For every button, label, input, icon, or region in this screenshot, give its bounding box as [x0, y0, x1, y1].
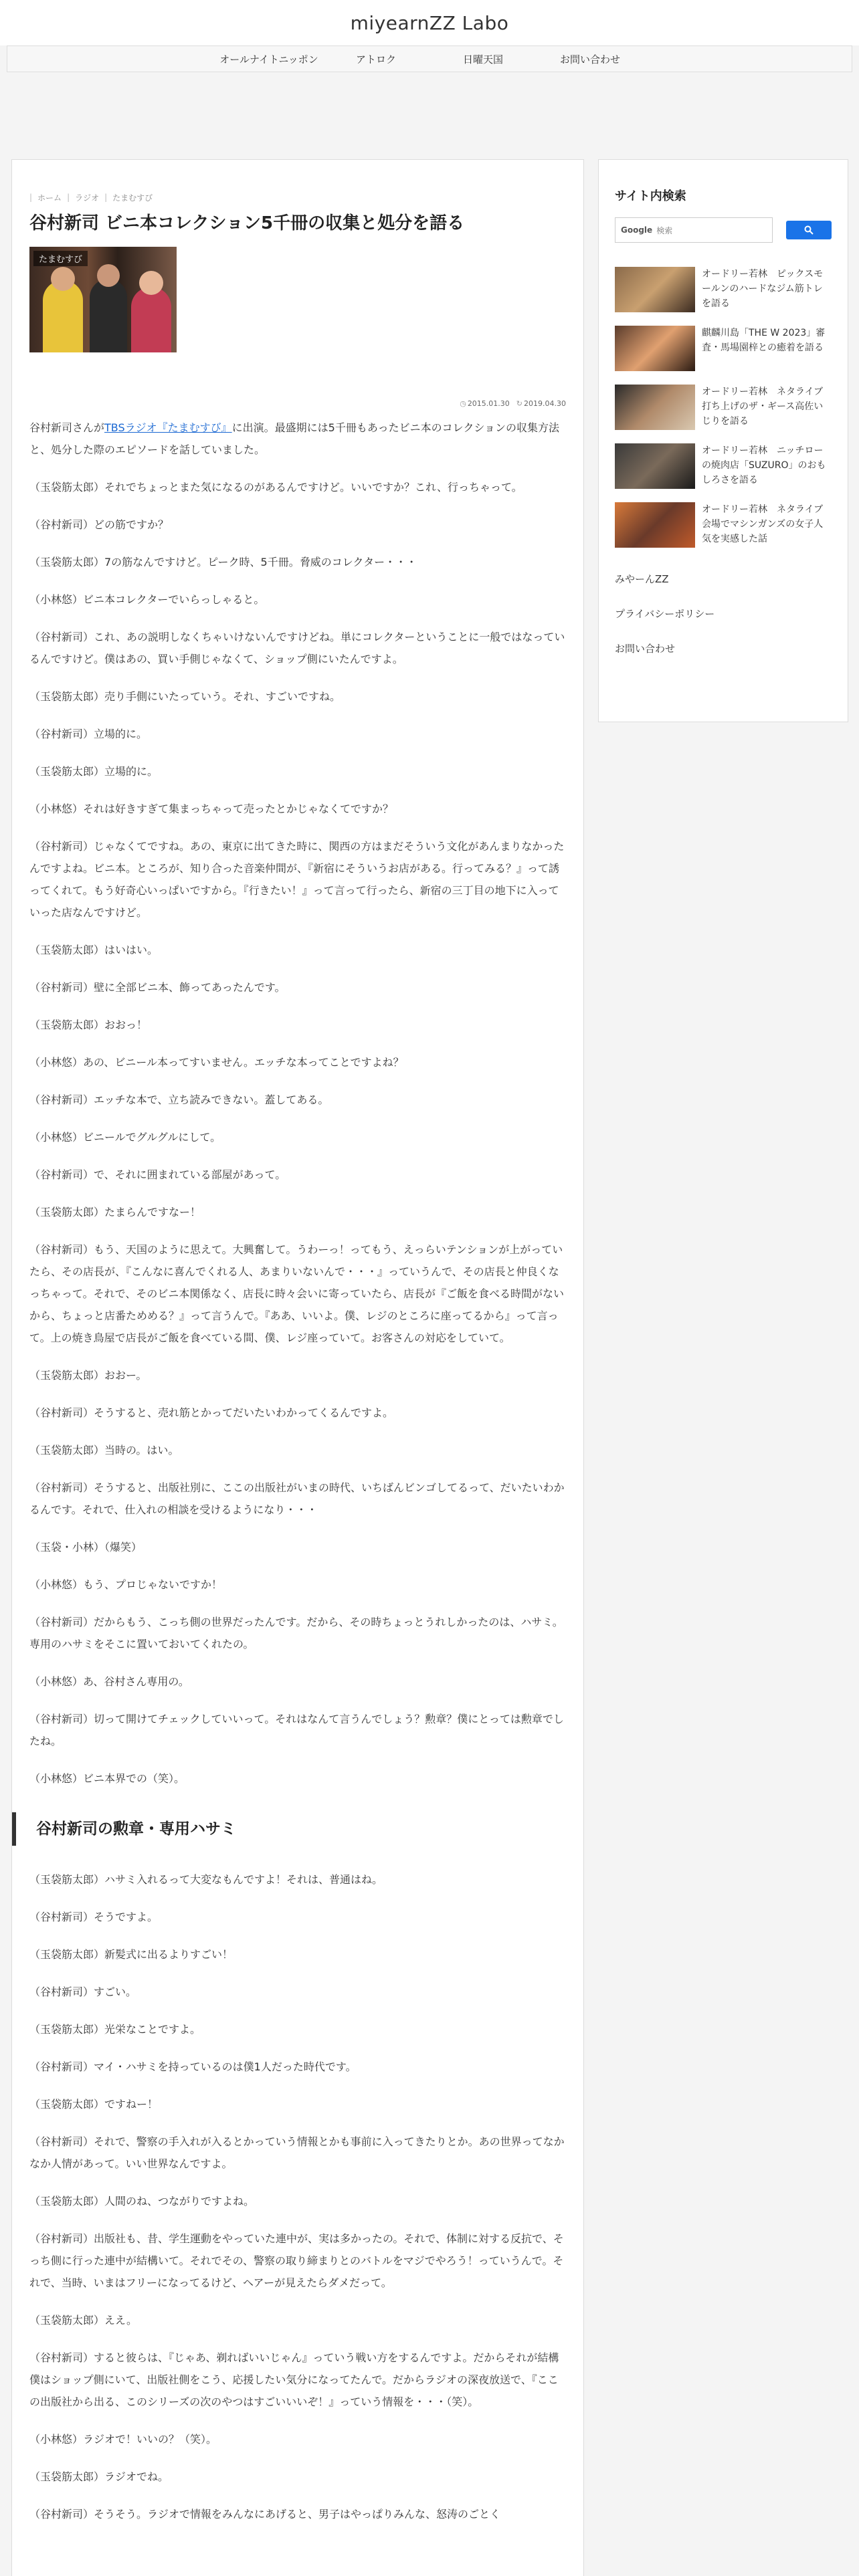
section-heading: 谷村新司の勲章・専用ハサミ: [12, 1812, 583, 1846]
sidebar-link-contact[interactable]: お問い合わせ: [615, 643, 676, 655]
dialogue-paragraph: （小林悠）それは好きすぎて集まっちゃって売ったとかじゃなくてですか？: [29, 802, 394, 815]
dialogue-paragraph: （玉袋筋太郎）新髪式に出るよりすごい！: [29, 1948, 233, 1961]
article-body: [29, 417, 566, 2525]
dialogue-paragraph: （小林悠）ビニ本コレクターでいらっしゃると。: [29, 593, 265, 606]
dialogue-paragraph: （谷村新司）だからもう、こっち側の世界だったんです。だから、その時ちょっとうれしかったのは、ハサミ。専用のハサミをそこに置いておいてくれたの。: [29, 1616, 563, 1650]
google-logo: Google: [621, 225, 653, 235]
dialogue-paragraph: （谷村新司）出版社も、昔、学生運動をやっていた連中が、実は多かったの。それで、体制に対する反抗で、そっち側に行った連中が結構いて。それでその、警察の取り締まりとのバトルをマジでやろう！っていうんで。それで、当時、いまはフリーになってるけど、ヘアーが見えたらダメだって。: [29, 2232, 564, 2289]
page-title: 谷村新司 ビニ本コレクション5千冊の収集と処分を語る: [29, 213, 465, 233]
sidebar: [598, 159, 848, 722]
related-post-thumbnail[interactable]: [615, 326, 695, 371]
related-post-item[interactable]: [615, 502, 832, 549]
dialogue-paragraph: （谷村新司）立場的に。: [29, 728, 148, 740]
dialogue-paragraph: （谷村新司）壁に全部ビニ本、飾ってあったんです。: [29, 981, 286, 994]
related-post-title[interactable]: オードリー若林 ピックスモールンのハードなジム筋トレを語る: [702, 269, 824, 309]
dialogue-paragraph: （谷村新司）すごい。: [29, 1985, 137, 1998]
dialogue-paragraph: （小林悠）ラジオで！いいの？（笑）。: [29, 2433, 217, 2446]
related-post-item[interactable]: [615, 326, 832, 372]
dialogue-paragraph: （谷村新司）エッチな本で、立ち読みできない。蓋してある。: [29, 1093, 329, 1106]
post-dates: [29, 399, 566, 410]
tbs-radio-link[interactable]: TBSラジオ『たまむすび』: [104, 421, 232, 434]
dialogue-paragraph: （玉袋筋太郎）ハサミ入れるって大変なもんですよ！それは、普通はね。: [29, 1873, 383, 1886]
search-widget-title: サイト内検索: [615, 189, 686, 203]
related-post-title[interactable]: 麒麟川島「THE W 2023」審査・馬場園梓との癒着を語る: [702, 328, 826, 353]
related-post-thumbnail[interactable]: [615, 267, 695, 312]
related-post-item[interactable]: [615, 443, 832, 490]
dialogue-paragraph: （玉袋筋太郎）ですねー！: [29, 2098, 159, 2111]
article-paragraphs-2: [29, 1868, 566, 2525]
related-post-thumbnail[interactable]: [615, 385, 695, 430]
breadcrumb-radio[interactable]: ラジオ: [75, 193, 100, 203]
updated-date: ↻ 2019.04.30: [516, 399, 566, 410]
dialogue-paragraph: （玉袋筋太郎）売り手側にいたっていう。それ、すごいですね。: [29, 690, 341, 703]
related-post-thumbnail[interactable]: [615, 502, 695, 548]
dialogue-paragraph: （小林悠）もう、プロじゃないですか！: [29, 1578, 223, 1591]
dialogue-paragraph: （谷村新司）マイ・ハサミを持っているのは僕1人だった時代です。: [29, 2060, 357, 2073]
breadcrumb-home[interactable]: ホーム: [37, 193, 62, 203]
dialogue-paragraph: （谷村新司）もう、天国のように思えて。大興奮して。うわーっ！ってもう、えっらいテンションが上がっていたら、その店長が、『こんなに喜んでくれる人、あまりいないんで・・・』っていうんで、その店長と仲良くなっちゃって。それで、そのビニ本関係なく、店長に時々会いに寄っていたら、店長が『ご飯を食べる時間がないから、ちょっと店番ためめる？』って言うんで。『ああ、いいよ。僕、レジのところに座ってるから』って言って。上の焼き鳥屋で店長がご飯を食べている間、僕、レジ座っていて。お客さんの対応をしていて。: [29, 1243, 565, 1344]
search-icon: [804, 225, 814, 235]
article-paragraphs: [29, 476, 566, 1790]
related-post-title[interactable]: オードリー若林 ネタライブ会場でマシンガンズの女子人気を実感した話: [702, 504, 824, 544]
site-header: [0, 0, 859, 45]
dialogue-paragraph: （谷村新司）どの筋ですか？: [29, 518, 169, 531]
related-posts: [615, 267, 832, 549]
dialogue-paragraph: （小林悠）ビニールでグルグルにして。: [29, 1131, 221, 1144]
dialogue-paragraph: （玉袋筋太郎）ラジオでね。: [29, 2470, 169, 2483]
dialogue-paragraph: （谷村新司）これ、あの説明しなくちゃいけないんですけどね。単にコレクターということに一般ではなっているんですけど。僕はあの、買い手側じゃなくて、ショップ側にいたんですよ。: [29, 631, 565, 665]
dialogue-paragraph: （谷村新司）それで、警察の手入れが入るとかっていう情報とかも事前に入ってきたりとか。あの世界ってなかなか人情があって。いい世界なんですよ。: [29, 2135, 565, 2170]
sidebar-links: [615, 572, 832, 676]
dialogue-paragraph: （谷村新司）すると彼らは、『じゃあ、剃ればいいじゃん』っていう戦い方をするんですよ。だからそれが結構僕はショップ側にいて、出版社側をこう、応援したい気分になってたんで。だからラジオの深夜放送で、『ここの出版社から出る、このシリーズの次のやつはすごいいいぞ！』っていう情報を・・・（笑）。: [29, 2351, 559, 2408]
sidebar-link-miyearnzz[interactable]: みやーんZZ: [615, 573, 669, 585]
related-post-title[interactable]: オードリー若林 ネタライブ打ち上げのザ・ギース高佐いじりを語る: [702, 387, 824, 427]
dialogue-paragraph: （玉袋筋太郎）ええ。: [29, 2314, 137, 2327]
related-post-item[interactable]: [615, 385, 832, 431]
dialogue-paragraph: （谷村新司）そうすると、出版社別に、ここの出版社がいまの時代、いちばんビンゴしてるって、だいたいわかるんです。それで、仕入れの相談を受けるようになり・・・: [29, 1481, 565, 1516]
dialogue-paragraph: （玉袋筋太郎）当時の。はい。: [29, 1444, 179, 1457]
dialogue-paragraph: （玉袋筋太郎）それでちょっとまた気になるのがあるんですけど。いいですか？これ、行っちゃって。: [29, 481, 522, 494]
dialogue-paragraph: （玉袋筋太郎）立場的に。: [29, 765, 159, 778]
dialogue-paragraph: （玉袋筋太郎）たまらんですなー！: [29, 1206, 201, 1218]
search-input[interactable]: [615, 217, 773, 243]
nav-item-contact[interactable]: お問い合わせ: [559, 53, 620, 66]
dialogue-paragraph: （玉袋筋太郎）おおー。: [29, 1369, 147, 1382]
dialogue-paragraph: （玉袋筋太郎）人間のね、つながりですよね。: [29, 2195, 255, 2208]
eyecatch-category-label[interactable]: たまむすび: [33, 251, 88, 266]
dialogue-paragraph: （小林悠）ビニ本界での（笑）。: [29, 1772, 185, 1785]
dialogue-paragraph: （玉袋・小林）（爆笑）: [29, 1541, 142, 1553]
site-search: [615, 217, 832, 243]
breadcrumb: | ホーム | ラジオ | たまむすび: [29, 193, 153, 203]
article-intro: 谷村新司さんがTBSラジオ『たまむすび』に出演。最盛期には5千冊もあったビニ本のコレクションの収集方法と、処分した際のエピソードを話していました。: [29, 421, 560, 456]
breadcrumb-tamamusubi[interactable]: たまむすび: [112, 193, 153, 203]
dialogue-paragraph: （谷村新司）じゃなくてですね。あの、東京に出てきた時に、関西の方はまだそういう文化があんまりなかったんですよね。ビニ本。ところが、知り合った音楽仲間が、『新宿にそういうお店がある。行ってみる？』って誘ってくれて。もう好奇心いっぱいですから。『行きたい！』って言って行ったら、新宿の三丁目の地下に入っていった店なんですけど。: [29, 840, 565, 919]
related-post-title[interactable]: オードリー若林 ニッチローの焼肉店「SUZURO」のおもしろさを語る: [702, 445, 826, 486]
site-title[interactable]: miyearnZZ Labo: [350, 11, 509, 34]
nav-item-atoroku[interactable]: アトロク: [355, 53, 396, 66]
dialogue-paragraph: （小林悠）あの、ビニール本ってすいません。エッチな本ってことですよね？: [29, 1056, 404, 1069]
dialogue-paragraph: （玉袋筋太郎）光栄なことですよ。: [29, 2023, 201, 2036]
eyecatch-image: [29, 247, 177, 352]
dialogue-paragraph: （谷村新司）切って開けてチェックしていいって。それはなんて言うんでしょう？勲章？僕にとっては勲章でしたね。: [29, 1713, 564, 1747]
sidebar-link-privacy[interactable]: プライバシーポリシー: [615, 608, 715, 620]
dialogue-paragraph: （玉袋筋太郎）おおっ！: [29, 1018, 148, 1031]
related-post-item[interactable]: [615, 267, 832, 314]
search-button[interactable]: [786, 221, 832, 239]
dialogue-paragraph: （玉袋筋太郎）はいはい。: [29, 944, 159, 956]
global-nav: [7, 45, 852, 72]
published-date: ◷ 2015.01.30: [460, 399, 510, 410]
main-content: [11, 159, 584, 2576]
dialogue-paragraph: （谷村新司）そうすると、売れ筋とかってだいたいわかってくるんですよ。: [29, 1406, 394, 1419]
dialogue-paragraph: （谷村新司）そうですよ。: [29, 1911, 159, 1923]
dialogue-paragraph: （谷村新司）で、それに囲まれている部屋があって。: [29, 1168, 286, 1181]
dialogue-paragraph: （小林悠）あ、谷村さん専用の。: [29, 1675, 189, 1688]
dialogue-paragraph: （谷村新司）そうそう。ラジオで情報をみんなにあげると、男子はやっぱりみんな、怒涛のごとく: [29, 2508, 501, 2520]
dialogue-paragraph: （玉袋筋太郎）7の筋なんですけど。ピーク時、5千冊。脅威のコレクター・・・: [29, 556, 417, 568]
nav-item-ann[interactable]: オールナイトニッポン: [219, 53, 318, 66]
search-placeholder: 検索: [656, 225, 673, 235]
nav-item-nichiyou[interactable]: 日曜天国: [462, 53, 503, 66]
related-post-thumbnail[interactable]: [615, 443, 695, 489]
